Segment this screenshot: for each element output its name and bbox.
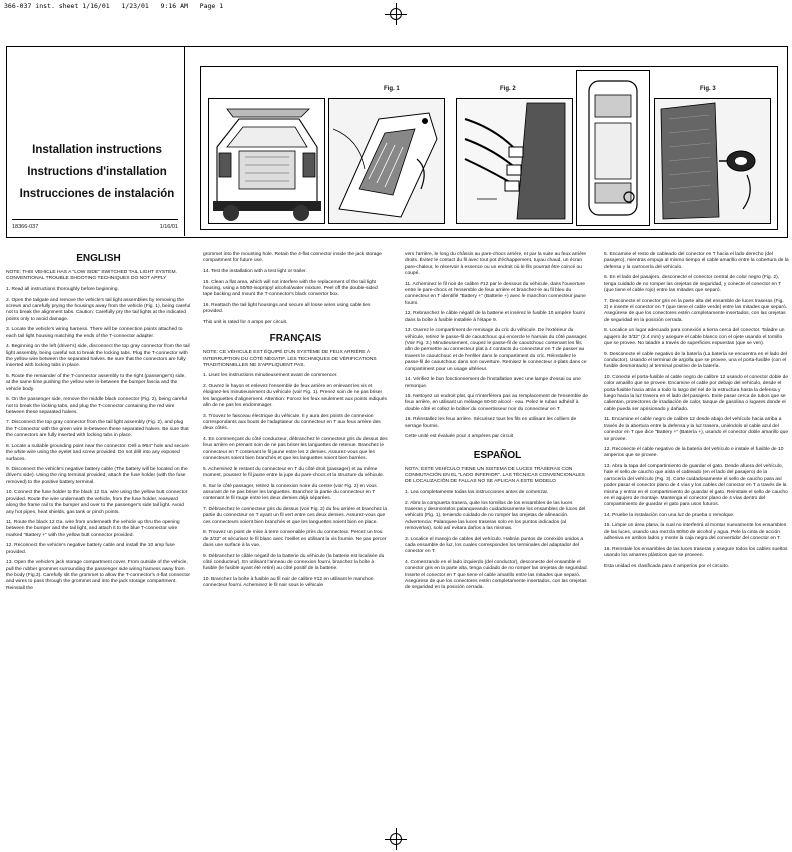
step-es-11: 11. Encamine el cable negro de calibre 12 desde abajo del vehículo hacia arriba a través de la abertura entre la defensa y la luz trasera, uniéndolo al cable azul del conector en T que dice "Battery +" (Batería +), usando el conector doble amarillo que se provee. [604,417,789,442]
step-en-15: 15. Clean a flat area, which will not interfere with the replacement of the tail light housing, using a 50/50-isopropyl alcohol/water mixture. Peel off the double-sided tape backing and mount the T-connector's black convertor box. [203,279,378,298]
step-en-14: 14. Test the installation with a test light or trailer. [203,268,307,274]
step-fr-3: 3. Trouvez le faisceau électrique du véhicule. Il y aura des points de connexion correspondants aux bouts de l'adaptateur du connecteur en T aux feux arrière des deux côtés. [203,413,381,432]
figure-2-connector-illustration-a [456,98,573,224]
step-en-12: 12. Reconnect the vehicle's negative battery cable and install the 10 amp fuse provided. [6,543,175,555]
figure-1-tail-light-removal-illustration [328,98,445,224]
step-en-3: 3. Locate the vehicle's wiring harness. There will be connection points attached to each tail light housing matching the ends of the T-connector adapter. [6,327,183,339]
title-french: Instructions d'installation [27,166,167,178]
step-en-10: 10. Connect the fuse holder to the black 12 Ga. wire using the yellow butt connector provided. Route the wire underneath the vehicle, from the fuse holder, rearward along the frame rail to the bumper and over to the passenger's side tail light. Avoid any hot pipes, heat shields, gas tank or pinch points. [6,490,188,515]
rating-english: This unit is rated for 4 amps per circuit. [203,319,288,325]
step-fr-10-cont: vers l'arrière, le long du châssis au pare-chocs arrière, et par la suite au feux arrière droits. Évitez le contact du fil avec tout pot d'échappement, tuyau chaud, un écran pare-chaleur, le réservoir à essence ou un endroit où le fils pourrait être coincé ou coupé. [405,252,587,277]
step-en-8: 8. Locate a suitable grounding point near the connector. Drill a 9⁄64" hole and secure the white wire using the eyelet and screw provided. Do not drill into any exposed surfaces. [6,443,189,462]
column-spanish [604,252,789,574]
step-fr-5: 5. Acheminez le restant du connecteur en T du côté droit (passager) et au même moment, poussez le fil jaune entre la jupe du pare-chocs et la structure du véhicule. [203,466,385,479]
step-en-7: 7. Disconnect the top gray connector from the tail light assembly (Fig. 2), and plug the T-connector with the green wire in-between these separated halves. Be sure that the connectors are fully inserted with locking tabs in place. [6,420,189,439]
step-fr-12: 12. Rebranchez le câble négatif de la batterie et insérez le fusible 10 ampère fourni dans la boîte à fusible installée à l'étape 9. [405,311,585,323]
step-fr-8: 8. Trouvez un point de mise à terre convenable près du connecteur. Percez un trou de 3/32" et sécurisez le fil blanc avec l'oeillet en utilisant la vis fournie. Ne pas percer dans une surface à la vue. [203,530,387,548]
step-es-10: 10. Conecte el porta-fusible al cable negro de calibre 12 usando el conector doble de color amarillo que se provee. Encamine el cable por debajo del vehículo, desde el porta-fusible hacia atrás a todo lo largo del riel de la estructura hasta la defensa y luego hacia la luz trasera en el lado del pasajero. Evite pasar cerca de tubos que se calientan, protectores de irradiación de calor, tanque de gasolina o lugares donde el cable pueda ser aprisionado y dañado. [604,374,789,412]
heading-spanish: ESPAÑOL [473,449,522,461]
note-english: NOTE: THIS VEHICLE HAS A "LOW SIDE" SWITCHED TAIL LIGHT SYSTEM. CONVENTIONAL TROUBLE SHOOTING TECHNIQUES DO NOT APPLY [6,270,177,282]
step-es-16: 16. Reinstale los ensambles de las luces traseras y asegure todos los cables sueltos usando los amarres plásticos que se proveen. [604,546,788,559]
step-en-4: 4. Beginning on the left (driver's) side, disconnect the top gray connector from the tail light assembly, being careful not to break the locking tabs. Plug the T-connector with the yellow wire between the separated halves. Be sure that the connectors are fully inserted with locking tabs in place. [6,344,190,369]
step-es-15: 15. Limpie un área plana, la cual no interferirá al montar nuevamente los ensambles de las luces, usando una mezcla 50/50 de alcohol y agua. Pele la cinta de acción adhesiva en ambos lados y monte la caja negra del convertidor del conector en T. [604,523,787,542]
step-es-5: 5. Encamine el resto de cableado del conector en T hacia el lado derecho (del pasajero), mientras empuja al mismo tiempo el cable amarillo entre la cobertura de la defensa y la carrocería del vehículo. [604,252,789,270]
figure-label-1: Fig. 1 [384,86,400,92]
step-es-3: 3. Localice el manojo de cables del vehículo. Habrán puntos de conexión unidos a cada ensamble de luz, los cuales corresponden los terminales del adaptador del conector en T. [405,536,584,555]
printer-slug: 366-037 inst. sheet 1/16/01 1/23/01 9:16 AM Page 1 [4,2,224,10]
step-en-13: 13. Open the vehicle's jack storage compartment cover. From outside of the vehicle, pull the rubber grommet surrounding the passenger side wiring harness away from the body (Fig.3). Carefully slit the grommet to allow the T-connector's 4-flat connector and wires to pass through the grommet and into the jack storage compartment. Reinstall the [6,560,191,591]
step-fr-2: 2. Ouvrez le hayon et enlevez l'ensemble de feux arrière en enlevant les vis et éloignez-les minutieusement du véhicule (voir Fig. 1). Prenez soin de ne pas briser les languettes d'alignement. Attention: Forcez les feux seulement aux points indiqués afin de ne pas les endommager. [203,384,387,409]
title-divider [12,219,178,220]
step-en-2: 2. Open the tailgate and remove the vehicle's tail light assemblies by removing the screws and carefully prying the housings away from the vehicle (Fig. 1), being careful not to break the alignment tabs. Caution: Carefully pry the tail lights at the indicated points only to avoid damage. [6,297,191,322]
step-es-6: 6. En el lado del pasajero, desconecte el conector central de color negro (Fig. 2), tenga cuidado de no romper las orejetas de seguridad, y conecte el conector en T (que tiene el cable rojo) entre las mitades que separó. [604,275,782,294]
step-fr-15: 15. Nettoyez un endroit plat, qui n'interférera pas au remplacement de l'ensemble de feux arrière, en utilisant un mélange 50-50 alcool - eau. Pelez le ruban adhésif à double côté et collez le boîtier du convertisseur noir du connecteur en T. [405,394,588,412]
step-fr-4: 4. En commençant du côté conducteur, débranchez le connecteur gris du dessus des feux arrière en prenant soin de ne pas briser les languettes de retenue. Branchez le connecteur en T contenant le fil jaune entre les 2 demies. Assurez-vous que les connecteurs soient bien branchés et que les languettes soient bien barrées. [203,437,388,462]
step-fr-1: 1. Lisez les instructions minutieusement avant de commencer. [203,373,338,379]
heading-french: FRANÇAIS [269,333,322,345]
step-fr-9: 9. Débranchez le câble négatif de la batterie du véhicule (la batterie est localisée du côté conducteur). En utilisant l'anneau de connexion fourni, branchez la boîte à fusible (le fusible ayant été retiré) au côté positif de la batterie. [203,553,385,572]
step-fr-6: 6. Sur le côté passager, retirez la connexion noire du centre (voir Fig. 2) en vous assurant de ne pas briser les languettes. Branchez la partie du connecteur en T contenant le fil rouge entre les deux demies déjà séparées. [203,483,377,502]
step-en-6: 6. On the passenger side, remove the middle black connector (Fig. 2), being careful not to break the locking tabs, and plug the T-connector containing the red wire between these separated halves. [6,397,187,415]
column-english [6,252,191,596]
figure-3-grommet-detail-illustration [654,98,771,224]
rating-spanish: Esta unidad es clasificada para 4 amperios por el circuito. [604,563,730,569]
step-es-1: 1. Lea completamente todas las instrucciones antes de comenzar. [405,490,549,495]
step-en-1: 1. Read all instructions thoroughly before beginning. [6,286,119,292]
registration-mark-top [385,3,407,25]
step-en-5: 5. Route the remainder of the T-connector assembly to the right (passenger's) side, at the same time pushing the yellow wire in-between the bumper fascia and the vehicle body. [6,373,186,392]
step-es-7: 7. Desconecte el conector gris en la parte alta del ensamble de luces traseras (Fig. 2) e inserte el conector en T (que tiene el cable verde) entre las mitades que separó. Asegúrese de que los conectores estén completamente insertados, con las orejetas de seguridad en la posición cerrada. [604,298,788,323]
step-en-13-cont: grommet into the mounting hole. Retain the 4-flat connector inside the jack storage compartment for future use. [203,252,382,264]
column-english-french [203,252,388,594]
heading-english: ENGLISH [76,253,121,264]
step-fr-11: 11. Acheminez le fil noir de calibre #12 par le dessous du véhicule, dans l'ouverture entre le pare-chocs et l'ensemble de feux arrière et branchez-le au fil bleu du connecteur en T identifié "Battery +" (Batterie +) avec le manchon connecteur jaune fourni. [405,281,586,306]
step-en-9: 9. Disconnect the vehicle's negative battery cable (The battery will be located on the driver's side). Using the ring terminal provided, attach the fuse holder (with the fuse removed) to the positive battery terminal. [6,467,188,485]
note-french: NOTE: CE VÉHICULE EST ÉQUIPÉ D'UN SYSTÈME DE FEUX ARRIÈRE À INTERRUPTION DU CÔTÉ NÉGATIF. LES TECHNIQUES DE VÉRIFICATIONS TRADITIONNELLES NE S'APPLIQUENT PAS. [203,350,377,368]
rating-french: Cette unité est évaluée pour 4 ampères par circuit [405,434,514,440]
note-spanish: NOTA: ESTE VEHÍCULO TIENE UN SISTEMA DE LUCES TRASERAS CON CONMUTACIÓN EN EL "LADO INFERIOR". LAS TÉCNICAS CONVENCIONALES DE LOCALIZACIÓN DE FALLAS NO SE APLICAN A ESTE MODELO [405,466,585,485]
title-spanish: Instrucciones de instalación [19,188,175,200]
step-es-12: 12. Reconecte el cable negativo de la batería del vehículo e instale el fusible de 10 amperios que se provee. [604,447,784,459]
sheet-date: 1/16/01 [159,224,178,230]
step-fr-16: 16. Réinstallez les feux arrière. Sécurisez tous les fils en utilisant les colliers de serrage fournis. [405,417,577,429]
title-block [6,46,185,236]
step-es-8: 8. Localice un lugar adecuado para conexión a tierra cerca del conector. Taladre un agujero de 3/32" (2.4 mm) y asegure el cable blanco con el ojete usando el tornillo que se provee. No taladre a través de superficies expuestas (que se ven). [604,328,785,347]
step-es-14: 14. Pruebe la instalación con una luz de prueba o remolque. [604,512,735,518]
part-number: 18366-037 [12,224,39,230]
column-french-spanish [405,252,590,596]
figure-1-van-tailgate-illustration [208,98,325,224]
title-english: Installation instructions [32,144,162,156]
step-fr-7: 7. Débranchez le connecteur gris du dessus (voir Fig. 2) du feu arrière et branchez la partie du connecteur en T ayant un fil vert entre ces deux demies. Assurez-vous que ces connecteurs soient bien branchés et que les languettes soient bien en place. [203,506,388,525]
step-fr-13: 13. Ouvrez le compartiment de remisage du cric du véhicule. De l'extérieur du véhicule, retirez le passe-fil de caoutchouc qui encercle le harnais du côté passager. (Voir Fig. 3.) Minutieusement, coupez le passe-fil de caoutchouc contenant les fils afin de permettre au connecteur plat à 4 contacts du connecteur en T de passer au travers le caoutchouc et de l'enfiler dans le compartiment du cric. Réinstallez le passe-fil de caoutchouc dans son ouverture. Remisez le connecteur 4-plats dans ce compartiment pour un usage ultérieur. [405,328,588,372]
figure-label-3: Fig. 3 [700,86,716,92]
step-fr-10: 10. Branchez la boîte à fusible au fil noir de calibre #12 en utilisant le manchon connecteur fourni. Acheminez le fil noir sous le véhicule [203,576,374,589]
step-fr-14: 14. Vérifiez le bon fonctionnement de l'installation avec une lampe d'essai ou une remorque. [405,377,581,389]
step-es-9: 9. Desconecte el cable negativo de la batería (La batería se encuentra en el lado del conductor). Usando el terminal de argolla que se provee, una el porta-fusible (con el fusible desmontado) al terminal positivo de la batería. [604,351,787,370]
figure-label-2: Fig. 2 [500,86,516,92]
registration-mark-bottom [385,828,407,850]
figure-3-vehicle-top-view-illustration [576,70,650,226]
step-es-13: 13. Abra la tapa del compartimiento de guardar el gato. Desde afuera del vehículo, hale el sello de caucho que aísla el cableado (en el lado del pasajero) de la carrocería del vehículo (Fig. 3). Corte cuidadosamente el sello de caucho para así poder pasar el conector plano de 4 vías y los cables del conector en T a través de la misma y entrar en el compartimiento de guardar el gato. Reinstale el sello de caucho en el agujero de montaje. Mantenga el conector plano de 4 vías dentro del compartimiento de guardar el gato para usos futuros. [604,464,788,508]
step-es-2: 2. Abra la compuerta trasera, quite los tornillos de los ensambles de las luces traseras y desmontelos palanqueando cuidadosamente los ensambles de luces del vehículo (Fig. 1), teniendo cuidado de no romper las orejetas de alineación. Advertencia: Palanquee las luces traseras solo en los puntos indicados (al removerlas), solo así evitara daños a las mismas. [405,500,586,532]
step-en-11: 11. Route the black 12 Ga. wire from underneath the vehicle up thru the opening between the bumper and the tail light, and attach it to the blue T-connector wire marked "Battery +" with the yellow butt connector provided. [6,520,180,538]
step-es-4: 4. Comenzando en el lado izquierdo (del conductor), desconecte del ensamble el conector gris en la parte alta, tenga cuidado de no romper las orejetas de seguridad. Inserte el conector en T que tiene el cable amarillo entre las mitades que separó. Asegúrese de que los conectores estén completamente insertados, con las orejetas de seguridad en la posición cerrada. [405,559,588,591]
step-en-16: 16. Reattach the tail light housings and secure all loose wires using cable ties provided. [203,302,371,315]
